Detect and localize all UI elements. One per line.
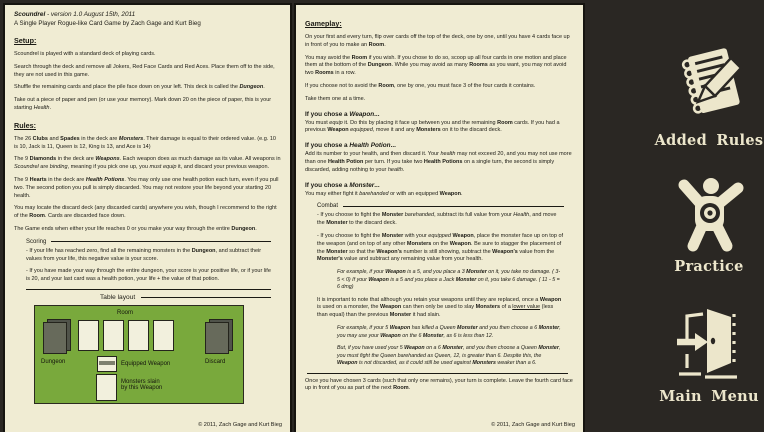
gameplay-paragraph: Take them one at a time.: [305, 95, 366, 102]
combat-items: [317, 212, 564, 264]
rules-paragraph: The 9 Diamonds in the deck are Weapons. Each weapon does as much damage as its value. All weapons in Scoundrel are binding, meaning if you pick one up, you must equip it, and discard your previous weapon.: [14, 156, 281, 171]
added-rules-button-label: Added Rules: [654, 132, 764, 149]
divider-line: [26, 289, 271, 290]
sidebar-item-main-menu[interactable]: [648, 302, 764, 405]
scoring-header: [26, 239, 271, 245]
rules-paragraph: The 26 Clubs and Spades in the deck are Monsters. Their damage is equal to their ordered value. (e.g. 10 is 10, Jack is 11, Queen is 12, King is 13, and Ace is 14): [14, 135, 276, 150]
monster-paragraph: You may either fight it barehanded or with an equipped Weapon.: [305, 190, 463, 197]
table-layout-label: Table layout: [100, 293, 136, 301]
scoring-item: - If you have made your way through the entire dungeon, your score is your positive life, or if your life is 20, and your last card was a health potion, your life + the value of that potion.: [26, 268, 271, 283]
combat-example-3: But, if you have used your 5 Weapon on a 6 Monster, and you then choose a Queen Monster, you must fight the Queen barehanded as Queen, 12, is greater than 6. Despite this, the Weapon is not discarded, as it could still be used against Monsters weaker than a 6.: [337, 345, 561, 367]
scoring-label: Scoring: [26, 238, 47, 245]
rules-heading: Rules:: [14, 120, 36, 130]
room-card: [153, 320, 174, 351]
setup-heading: Setup:: [14, 36, 37, 45]
weapon-paragraph: You must equip it. Do this by placing it face up between you and the remaining Room cards. If you had a previous Weapon equipped, move it and any Monsters on it to the discard deck.: [305, 119, 560, 134]
gameplay-paragraph: On your first and every turn, flip over cards off the top of the deck, one by one, until you have 4 cards face up in front of you to make an Room.: [305, 34, 570, 48]
room-label: Room: [116, 309, 133, 316]
setup-paragraph: Shuffle the remaining cards and place the pile face down on your left. This deck is called the Dungeon.: [14, 84, 265, 91]
notepad-pencil-icon: [648, 44, 764, 128]
scoring-rule-line: [51, 241, 271, 242]
sidebar-item-added-rules[interactable]: [648, 44, 764, 149]
scoring-item: - If your life has reached zero, find all the remaining monsters in the Dungeon, and subtract their values from your life, this negative value is your score.: [26, 247, 262, 262]
rules-paragraph: You may locate the discard deck (any discarded cards) anywhere you wish, though I recommend to the right of the Room. Cards are discarded face down.: [14, 205, 277, 220]
setup-paragraph: Scoundrel is played with a standard deck of playing cards.: [14, 51, 156, 57]
room-card: [78, 320, 99, 351]
rules-paragraph: The Game ends when either your life reaches 0 or you make your way through the entire Dungeon.: [14, 225, 257, 232]
scoring-block: [26, 239, 271, 284]
game-subtitle: A Single Player Rogue-like Card Game by Zach Gage and Kurt Bieg: [14, 19, 201, 27]
potion-heading: If you chose a Health Potion...: [305, 142, 396, 150]
weapon-heading: If you chose a Weapon...: [305, 110, 380, 118]
weapon-card-band: [99, 361, 115, 365]
monsters-slain-line2: by this Weapon: [121, 384, 163, 391]
monster-heading: If you chose a Monster...: [305, 181, 380, 189]
discard-label: Discard: [205, 358, 226, 365]
monsters-slain-card: [96, 374, 117, 401]
combat-note: It is important to note that although you retain your weapons until they are replaced, once a Weapon is used on a monster, the Weapon can then only be used to slay Monsters of a lower value (less than equal) than the previous Monster it had slain.: [317, 296, 562, 319]
discard-pile-card: [205, 322, 229, 354]
gameplay-paragraph: You may avoid the Room if you wish. If you chose to do so, scoop up all four cards in one motion and place them at the bottom of the Dungeon. While you may avoid as many Rooms as you want, you may not avoid two Rooms in a row.: [305, 54, 567, 77]
combat-example-1: For example, if your Weapon is a 5, and you place a 3 Monster on it, you take no damage. ( 3-5 < 0) If your Weapon is a 5 and you place a Jack Monster on it, you take 6 damage. ( 11 - 5 = 6 dmg): [337, 269, 561, 291]
practice-button-label: Practice: [674, 258, 744, 275]
game-title: Scoundrel - version 1.0 August 15th, 2011: [14, 11, 136, 18]
main-menu-button-label: Main Menu: [659, 388, 759, 405]
setup-paragraphs: [14, 51, 281, 113]
monsters-slain-line1: Monsters slain: [121, 378, 160, 385]
setup-paragraph: Take out a piece of paper and pen (or use your memory). Mark down 20 on the piece of paper, this is your starting Health.: [14, 97, 272, 111]
combat-block: [317, 203, 564, 367]
room-card: [128, 320, 149, 351]
gameplay-panel: [294, 3, 585, 432]
target-figure-icon: [648, 174, 764, 254]
room-card: [103, 320, 124, 351]
rules-paragraph: The 9 Hearts in the deck are Health Potions. You may only use one health potion each turn, even if you pull two. The second potion you pull is simply discarded. You may not restore your life beyond your starting 20 health.: [14, 176, 279, 199]
scoring-items: [26, 248, 271, 284]
table-layout-rule-line: [141, 297, 271, 298]
dungeon-label: Dungeon: [41, 358, 66, 365]
table-layout-header: [100, 294, 271, 301]
gameplay-paragraphs: [305, 34, 574, 104]
equipped-weapon-label: Equipped Weapon: [121, 360, 171, 367]
equipped-weapon-card: [97, 356, 117, 372]
combat-header: [317, 203, 564, 209]
monsters-slain-label: [121, 379, 162, 391]
rules-paragraphs: [14, 136, 281, 234]
combat-item: - If you choose to fight the Monster with your equipped Weapon, place the monster face up on top of the weapon (and on top of any other Monsters on the Weapon. Be sure to stagger the placement of the Monster so that the Weapon's number is still showing, subtract the Weapon's value from the Monster's value and subtract any remaining value from your health.: [317, 232, 564, 263]
right-copyright: © 2011, Zach Gage and Kurt Bieg: [491, 422, 575, 428]
gameplay-paragraph: If you choose not to avoid the Room, one by one, you must face 3 of the four cards it contains.: [305, 82, 536, 89]
exit-door-icon: [648, 302, 764, 384]
combat-example-2: For example, if your 5 Weapon has killed a Queen Monster and you then choose a 6 Monster, you may use your Weapon on the 6 Monster, as 6 is less than 12.: [337, 325, 561, 339]
closing-paragraph: Once you have chosen 3 cards (such that only one remains), your turn is complete. Leave the fourth card face up in front of you as part of the next Room.: [305, 377, 573, 392]
potion-paragraph: Add its number to your health, and then discard it. Your health may not exceed 20, and you may not use more than one Health Potion per turn. If you take two Health Potions on a single turn, the second is simply discarded, adding nothing to your health.: [305, 151, 572, 173]
combat-label: Combat: [317, 203, 339, 210]
dungeon-pile-card: [43, 322, 67, 354]
combat-item: - If you choose to fight the Monster barehanded, subtract its full value from your Health, and move the Monster to the discard deck.: [317, 212, 557, 227]
left-copyright: © 2011, Zach Gage and Kurt Bieg: [198, 422, 282, 428]
combat-rule-line: [343, 206, 564, 207]
sidebar-item-practice[interactable]: [648, 174, 764, 275]
table-layout-diagram: [34, 305, 244, 404]
rules-panel: [3, 3, 292, 432]
closing-divider-line: [307, 373, 568, 374]
gameplay-heading: Gameplay:: [305, 19, 342, 28]
setup-paragraph: Search through the deck and remove all Jokers, Red Face Cards and Red Aces. Place them off to the side, they are not used in this game.: [14, 63, 275, 78]
